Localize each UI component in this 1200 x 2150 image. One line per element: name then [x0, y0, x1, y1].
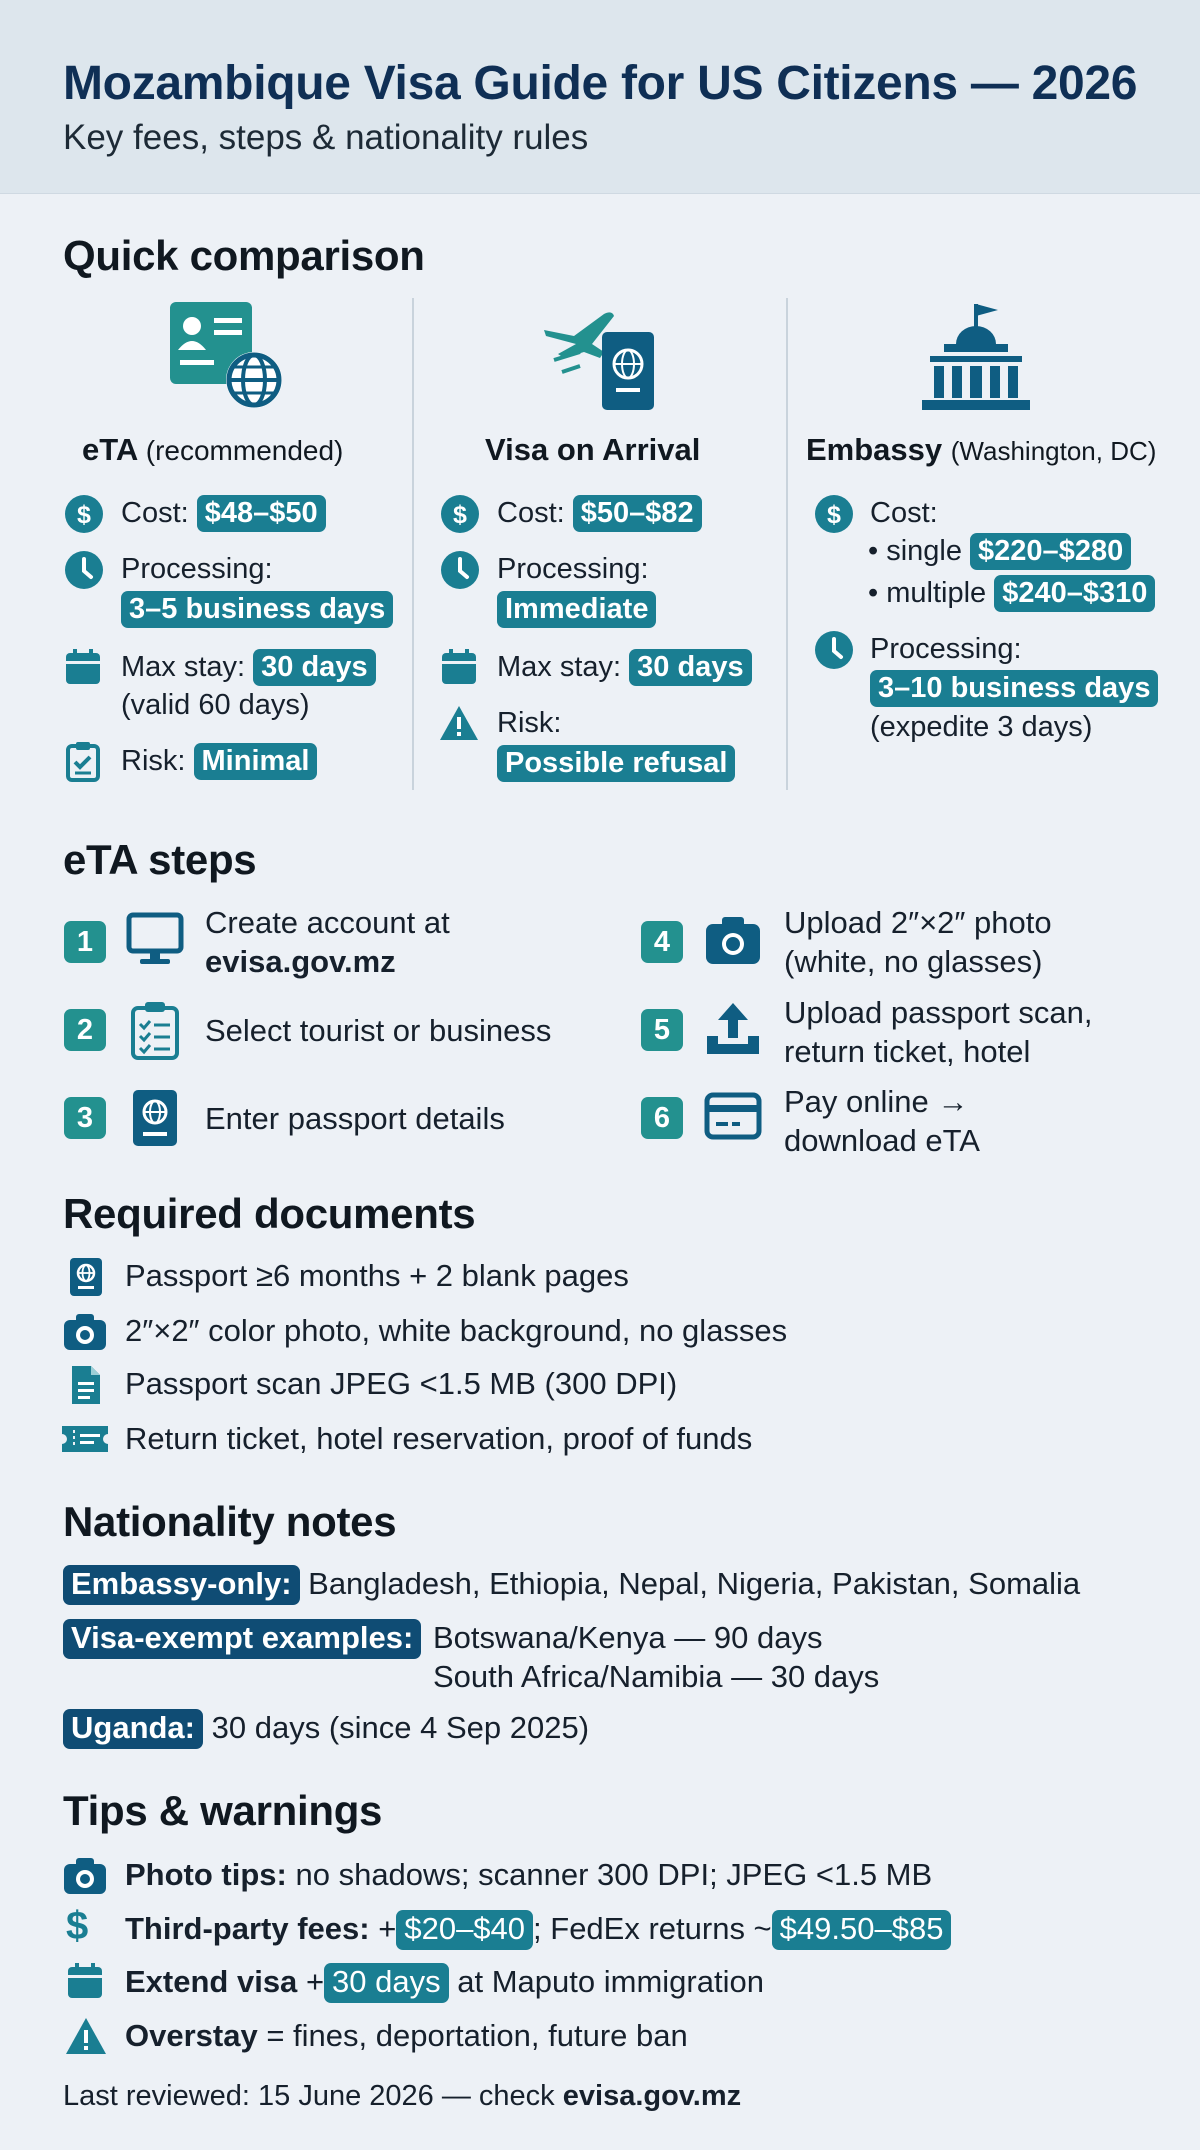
embassy-only-row	[63, 1565, 1080, 1605]
embassy-only-countries: Bangladesh, Ethiopia, Nepal, Nigeria, Pakistan, Somalia	[308, 1566, 1081, 1601]
camera-icon	[704, 914, 762, 966]
overstay-text: = fines, deportation, future ban	[266, 2018, 688, 2053]
warning-icon	[64, 2016, 108, 2056]
embassy-cost-label: Cost:	[870, 497, 938, 529]
overstay-label: Overstay	[125, 2018, 258, 2053]
credit-card-icon	[704, 1092, 762, 1140]
overstay-row	[125, 2018, 688, 2054]
calendar-icon	[66, 1962, 104, 2000]
extend-text: at Maputo immigration	[457, 1964, 764, 1999]
eta-cost-label: Cost:	[121, 497, 189, 529]
clipboard-check-icon	[66, 740, 100, 782]
voa-risk-value-row	[497, 744, 735, 783]
step-line1: Create account at	[205, 905, 450, 940]
eta-cost-row	[121, 494, 326, 533]
embassy-single-label: • single	[868, 535, 962, 567]
clock-icon	[440, 550, 480, 590]
page-title: Mozambique Visa Guide for US Citizens — 2026	[63, 57, 1138, 110]
airplane-passport-icon	[540, 300, 660, 415]
voa-processing-value-row	[497, 590, 656, 629]
id-card-globe-icon	[168, 300, 286, 414]
uganda-text: 30 days (since 4 Sep 2025)	[211, 1710, 590, 1745]
calendar-icon	[64, 648, 102, 686]
column-divider	[412, 298, 414, 790]
photo-tip-text: no shadows; scanner 300 DPI; JPEG <1.5 MB	[295, 1857, 933, 1892]
dollar-icon: $	[66, 1904, 89, 1948]
page-subtitle: Key fees, steps & nationality rules	[63, 118, 589, 157]
extend-value: 30 days	[324, 1963, 449, 2003]
dollar-icon	[814, 494, 854, 534]
document-item: Return ticket, hotel reservation, proof of funds	[125, 1421, 753, 1456]
eta-stay-label: Max stay:	[121, 651, 246, 683]
visa-exempt-row	[63, 1619, 421, 1659]
eta-qualifier: (recommended)	[145, 435, 344, 466]
extend-label: Extend visa	[125, 1964, 298, 1999]
monitor-icon	[126, 912, 184, 968]
svg-text:$: $	[77, 501, 91, 529]
embassy-multiple-label: • multiple	[868, 577, 987, 609]
embassy-name: Embassy	[806, 432, 943, 467]
step-number: 6	[641, 1097, 683, 1139]
embassy-qualifier: (Washington, DC)	[950, 436, 1157, 466]
step-line1: Pay online →	[784, 1084, 969, 1119]
voa-risk-value: Possible refusal	[497, 745, 735, 782]
document-item: Passport scan JPEG <1.5 MB (300 DPI)	[125, 1366, 678, 1401]
eta-stay-value: 30 days	[253, 649, 375, 686]
dollar-icon	[64, 494, 104, 534]
eta-processing-value-row	[121, 590, 393, 629]
passport-icon	[131, 1088, 179, 1148]
embassy-processing-value: 3–10 business days	[870, 670, 1158, 707]
step-line1: Upload passport scan,	[784, 995, 1093, 1030]
voa-risk-label: Risk:	[497, 707, 562, 739]
step-number: 4	[641, 921, 683, 963]
embassy-single-row	[868, 532, 1131, 571]
embassy-multiple-value: $240–$310	[994, 575, 1155, 612]
clipboard-checklist-icon	[130, 1000, 180, 1060]
uganda-badge: Uganda:	[63, 1709, 203, 1749]
column-divider	[786, 298, 788, 790]
comparison-heading: Quick comparison	[63, 232, 425, 279]
photo-tip-row	[125, 1857, 932, 1893]
step-line2: download eTA	[784, 1123, 980, 1158]
document-item: Passport ≥6 months + 2 blank pages	[125, 1258, 629, 1293]
embassy-multiple-row	[868, 574, 1155, 613]
calendar-icon	[440, 648, 478, 686]
eta-stay-row	[121, 648, 376, 687]
embassy-processing-note: (expedite 3 days)	[870, 711, 1093, 743]
ticket-icon	[60, 1424, 110, 1454]
warning-icon	[438, 704, 480, 742]
eta-cost-value: $48–$50	[197, 495, 326, 532]
fees-label: Third-party fees:	[125, 1911, 370, 1946]
dollar-icon	[440, 494, 480, 534]
eta-risk-value: Minimal	[194, 743, 318, 780]
passport-icon	[68, 1256, 104, 1298]
step-line1: Upload 2″×2″ photo	[784, 905, 1052, 940]
voa-processing-label: Processing:	[497, 553, 649, 585]
voa-stay-label: Max stay:	[497, 651, 622, 683]
nationality-heading: Nationality notes	[63, 1498, 397, 1545]
document-item: 2″×2″ color photo, white background, no glasses	[125, 1313, 788, 1348]
footer-link[interactable]: evisa.gov.mz	[562, 2080, 742, 2112]
eta-stay-note: (valid 60 days)	[121, 689, 310, 721]
step-number: 3	[64, 1097, 106, 1139]
step-line2: return ticket, hotel	[784, 1034, 1031, 1069]
voa-stay-value: 30 days	[629, 649, 751, 686]
step-line1: Select tourist or business	[205, 1013, 552, 1048]
step-number: 5	[641, 1009, 683, 1051]
fedex-fee-value: $49.50–$85	[772, 1910, 952, 1950]
fees-mid: ; FedEx returns ~	[533, 1911, 772, 1946]
fees-value: $20–$40	[396, 1910, 533, 1950]
voa-title: Visa on Arrival	[485, 432, 701, 467]
eta-processing-label: Processing:	[121, 553, 273, 585]
visa-exempt-line2: South Africa/Namibia — 30 days	[433, 1659, 880, 1694]
step-line1: Enter passport details	[205, 1101, 505, 1136]
upload-icon	[704, 1000, 762, 1058]
eta-name: eTA	[82, 432, 138, 467]
camera-icon	[62, 1312, 108, 1352]
document-icon	[70, 1364, 102, 1406]
embassy-single-value: $220–$280	[970, 533, 1131, 570]
header-banner	[0, 0, 1200, 194]
svg-text:$: $	[827, 501, 841, 529]
voa-stay-row	[497, 648, 752, 687]
extend-plus: +	[305, 1964, 325, 1999]
voa-processing-value: Immediate	[497, 591, 656, 628]
tips-heading: Tips & warnings	[63, 1787, 383, 1834]
fees-plus: +	[378, 1911, 397, 1946]
voa-cost-value: $50–$82	[573, 495, 702, 532]
footer-text: Last reviewed: 15 June 2026 — check	[63, 2080, 555, 2112]
visa-exempt-badge: Visa-exempt examples:	[63, 1619, 421, 1659]
photo-tip-label: Photo tips:	[125, 1857, 287, 1892]
uganda-row	[63, 1709, 589, 1749]
footer	[63, 2080, 741, 2113]
step-number: 2	[64, 1009, 106, 1051]
step-line2: (white, no glasses)	[784, 944, 1043, 979]
extend-visa-row	[125, 1963, 764, 2003]
svg-text:$: $	[453, 501, 467, 529]
step-number: 1	[64, 921, 106, 963]
embassy-only-badge: Embassy-only:	[63, 1565, 300, 1605]
documents-heading: Required documents	[63, 1190, 476, 1237]
eta-processing-value: 3–5 business days	[121, 591, 393, 628]
camera-icon	[62, 1856, 108, 1896]
voa-cost-row	[497, 494, 702, 533]
voa-cost-label: Cost:	[497, 497, 565, 529]
steps-heading: eTA steps	[63, 836, 257, 883]
clock-icon	[814, 630, 854, 670]
eta-title	[82, 432, 343, 468]
embassy-building-icon	[916, 300, 1034, 414]
embassy-processing-label: Processing:	[870, 633, 1022, 665]
third-party-fees-row	[125, 1910, 951, 1950]
embassy-processing-value-row	[870, 669, 1158, 708]
embassy-title	[806, 432, 1156, 468]
step-link: evisa.gov.mz	[205, 944, 396, 979]
clock-icon	[64, 550, 104, 590]
eta-risk-label: Risk:	[121, 745, 186, 777]
visa-exempt-line1: Botswana/Kenya — 90 days	[433, 1620, 823, 1655]
eta-risk-row	[121, 742, 317, 781]
